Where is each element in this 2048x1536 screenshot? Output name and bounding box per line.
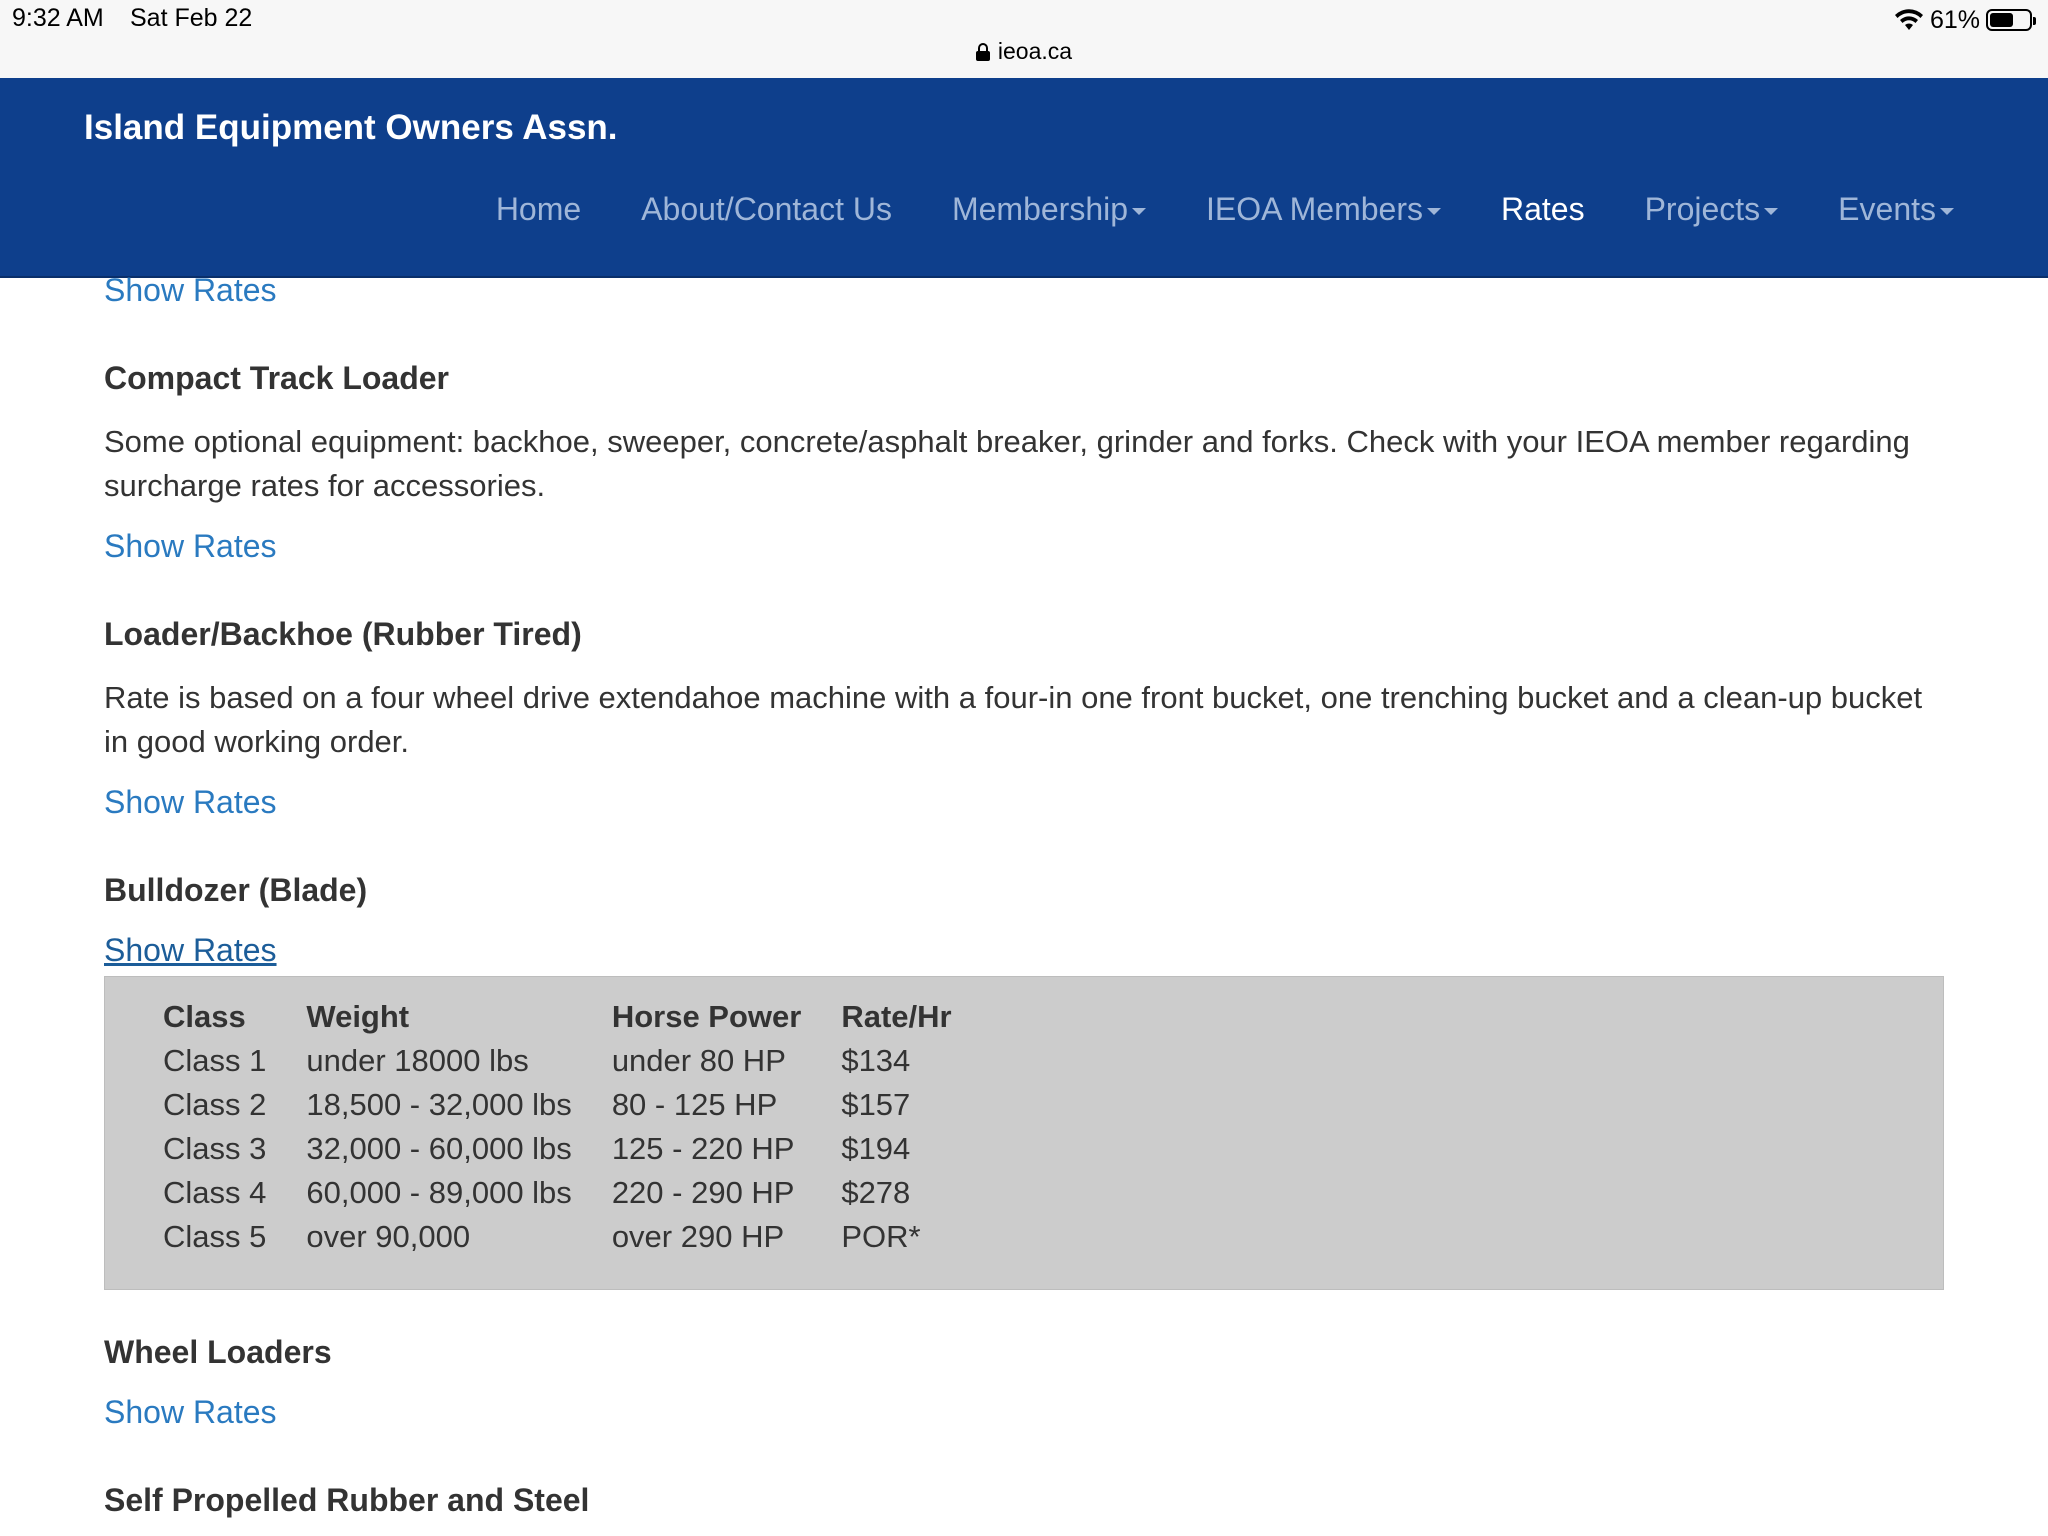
cell-class: Class 3: [163, 1131, 267, 1166]
cell-horse-power: over 290 HP: [611, 1219, 785, 1254]
cell-rate: $134: [841, 1043, 911, 1078]
bulldozer-rates-panel: [104, 976, 1944, 1290]
nav-about-contact-label: About/Contact Us: [641, 191, 892, 227]
caret-down-icon: [1427, 208, 1441, 215]
section-title-loader-backhoe: Loader/Backhoe (Rubber Tired): [104, 616, 582, 652]
cell-rate: $157: [841, 1087, 911, 1122]
url-text: ieoa.ca: [997, 38, 1073, 64]
cell-class: Class 4: [163, 1175, 267, 1210]
cell-class: Class 1: [163, 1043, 267, 1078]
cell-class: Class 2: [163, 1087, 267, 1122]
cell-class: Class 5: [163, 1219, 267, 1254]
cell-weight: 18,500 - 32,000 lbs: [306, 1087, 572, 1122]
bulldozer-rates-table: [163, 995, 992, 1259]
battery-fill: [1990, 13, 2013, 27]
battery-percent: 61%: [1929, 5, 1980, 34]
site-header: [0, 78, 2048, 278]
nav-events-label: Events: [1838, 191, 1936, 227]
nav-projects-label: Projects: [1644, 191, 1761, 227]
cell-weight: 60,000 - 89,000 lbs: [306, 1175, 572, 1210]
wifi-icon: [1894, 8, 1924, 32]
caret-down-icon: [1764, 208, 1778, 215]
nav-home-label: Home: [495, 191, 582, 227]
section-desc-compact-track-loader: Some optional equipment: backhoe, sweeper, concrete/asphalt breaker, grinder and forks. Check with your IEOA member regarding surcharge rates for accessories.: [104, 424, 1910, 503]
cell-rate: $194: [841, 1131, 911, 1166]
table-header-row: [163, 995, 992, 1039]
nav-membership-label: Membership: [951, 191, 1129, 227]
status-date: Sat Feb 22: [130, 4, 253, 32]
status-indicators: [1894, 4, 2032, 36]
main-nav: [466, 188, 1984, 230]
section-title-bulldozer: Bulldozer (Blade): [104, 872, 368, 908]
table-row: [163, 1127, 992, 1171]
table-row: [163, 1083, 992, 1127]
show-rates-link-bulldozer[interactable]: Show Rates: [104, 932, 277, 968]
nav-rates[interactable]: [1471, 188, 1615, 230]
cell-weight: under 18000 lbs: [306, 1043, 529, 1078]
section-title-self-propelled: Self Propelled Rubber and Steel: [104, 1482, 590, 1518]
nav-ieoa-members[interactable]: [1176, 188, 1471, 230]
nav-home[interactable]: [466, 188, 611, 230]
cell-weight: 32,000 - 60,000 lbs: [306, 1131, 572, 1166]
col-header-weight: Weight: [306, 999, 410, 1034]
show-rates-link[interactable]: Show Rates: [104, 1394, 277, 1430]
cell-rate: $278: [841, 1175, 911, 1210]
table-row: [163, 1039, 992, 1083]
col-header-rate: Rate/Hr: [841, 999, 952, 1034]
cell-horse-power: 125 - 220 HP: [611, 1131, 795, 1166]
col-header-horse-power: Horse Power: [611, 999, 802, 1034]
lock-icon: [976, 43, 990, 61]
cell-weight: over 90,000: [306, 1219, 471, 1254]
col-header-class: Class: [163, 999, 246, 1034]
table-row: [163, 1171, 992, 1215]
cell-rate: POR*: [841, 1219, 921, 1254]
show-rates-link[interactable]: Show Rates: [104, 528, 277, 564]
site-brand-link[interactable]: Island Equipment Owners Assn.: [84, 108, 618, 147]
cell-horse-power: 80 - 125 HP: [611, 1087, 778, 1122]
address-bar[interactable]: [0, 38, 2048, 65]
cell-horse-power: under 80 HP: [611, 1043, 786, 1078]
cell-horse-power: 220 - 290 HP: [611, 1175, 795, 1210]
caret-down-icon: [1940, 208, 1954, 215]
show-rates-link[interactable]: Show Rates: [104, 784, 277, 820]
table-row: [163, 1215, 992, 1259]
nav-events[interactable]: [1808, 188, 1984, 230]
section-desc-loader-backhoe: Rate is based on a four wheel drive extendahoe machine with a four-in one front bucket, one trenching bucket and a clean-up bucket in good working order.: [104, 680, 1923, 759]
status-time: 9:32 AM: [12, 4, 104, 32]
nav-membership[interactable]: [922, 188, 1176, 230]
nav-about-contact[interactable]: [611, 188, 922, 230]
status-bar: [0, 0, 2048, 78]
nav-rates-label: Rates: [1500, 191, 1585, 227]
battery-icon: [1986, 9, 2032, 31]
section-title-compact-track-loader: Compact Track Loader: [104, 360, 449, 396]
nav-projects[interactable]: [1615, 188, 1809, 230]
nav-ieoa-members-label: IEOA Members: [1206, 191, 1423, 227]
section-title-wheel-loaders: Wheel Loaders: [104, 1334, 332, 1370]
show-rates-link[interactable]: Show Rates: [104, 272, 277, 308]
caret-down-icon: [1132, 208, 1146, 215]
